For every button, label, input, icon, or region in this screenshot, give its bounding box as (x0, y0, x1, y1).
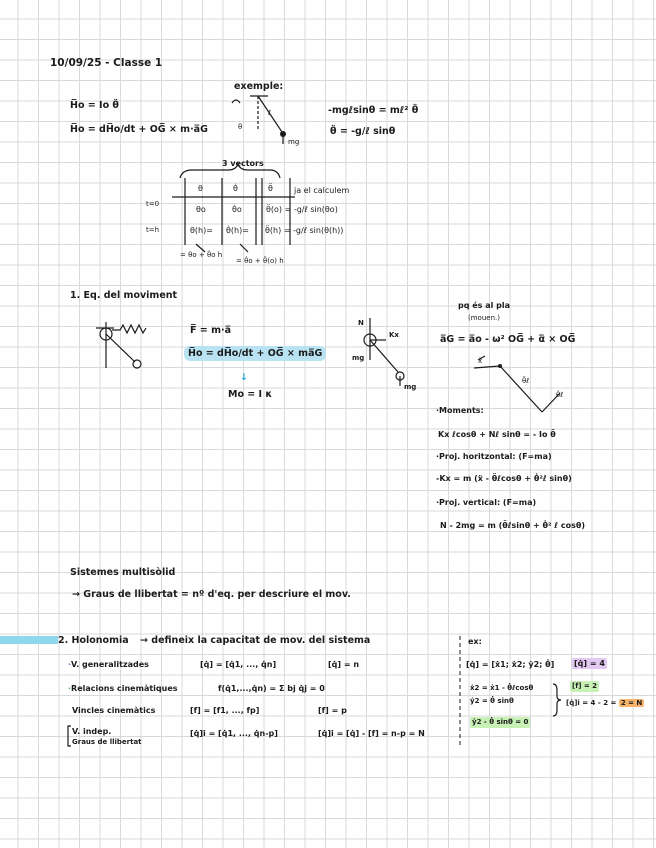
acceleration-eq: a̅G = a̅o - ω² OG̅ + α̅ × OG̅ (440, 334, 576, 345)
ja-calculem-note: ja el calculem (294, 186, 350, 195)
moment-eq: Mo = I κ (228, 389, 273, 400)
row-v-generalitzades-eq: [q̇] = [q̇1, ..., q̇n] (200, 660, 277, 669)
section-2-title: 2. Holonomia (58, 635, 129, 646)
fig-theta-label: θ (238, 123, 243, 131)
ex-dim-1: [q̇] = 4 (574, 659, 605, 668)
example-eq-2: θ̈ = -g/ℓ sinθ (330, 126, 396, 137)
section-2-highlight (0, 636, 58, 644)
row-th-label: t=h (146, 226, 160, 234)
graus-llibertat-def: → Graus de llibertat = nº d'eq. per descriure el mov. (72, 589, 351, 600)
col-theta: θ (198, 184, 203, 193)
page-title: 10/09/25 - Classe 1 (50, 57, 163, 69)
row-vincles-dim: [f] = p (318, 706, 347, 715)
section-1-title: 1. Eq. del moviment (70, 290, 178, 301)
acceleration-sketch (474, 356, 560, 412)
pq-note: pq és al pla (458, 301, 511, 310)
force-kx-label: Kx (389, 331, 399, 339)
vectors-label: 3 vectors (222, 159, 264, 168)
force-mg2-label: mg (404, 383, 417, 391)
ex-eq-2: ẋ2 = ẋ1 - θ̇ℓcosθ (470, 684, 534, 692)
pq-note-2: (mouen.) (468, 314, 500, 322)
fig3-thetaddot-l: θ̈ℓ (522, 377, 530, 385)
multisolid-title: Sistemes multisòlid (70, 567, 176, 578)
row-indep-eq: [q̇]i = [q̇1, ..., q̇n-p] (190, 729, 278, 738)
row-vincles-eq: [f] = [f1, ..., fp] (190, 706, 260, 715)
ex-eq-3: ẏ2 = θ̇ sinθ (470, 697, 514, 705)
ex-brace (553, 684, 561, 716)
ex-dim-2: [q̇]i = 4 - 2 = 2 = N (566, 699, 643, 707)
force-n-label: N (358, 319, 364, 327)
newton-eq: F̅ = m·a̅ (190, 325, 231, 336)
row-v-generalitzades-dim: [q̇] = n (328, 660, 360, 669)
spring-pendulum-sketch (96, 322, 146, 368)
cell-thetadot-h: θ̇(h)= (226, 226, 249, 235)
row-relacions-label: ·Relacions cinemàtiques (68, 684, 178, 693)
row-v-generalitzades-label: ·V. generalitzades (68, 660, 149, 669)
row-indep-label: V. indep. (72, 727, 112, 736)
proj-v-label: ·Proj. vertical: (F=ma) (436, 498, 537, 507)
fig-l-label: ℓ (268, 109, 271, 117)
fig-mg-label: mg (288, 138, 300, 146)
force-mg-label: mg (352, 354, 365, 362)
euler-thetadot: = θ̇o + θ̈(o) h (236, 257, 284, 265)
proj-v-eq: N - 2mg = m (θ̈ℓsinθ + θ̇² ℓ cosθ) (440, 521, 585, 530)
pendulum-sketch (232, 96, 286, 144)
section-2-description: → defineix la capacitat de mov. del sistema (140, 635, 371, 646)
row-indep-dim: [q̇]i = [q̇] - [f] = n-p = N (318, 729, 425, 738)
down-arrow: ↓ (240, 372, 248, 383)
exemple-label: exemple: (234, 81, 284, 92)
cell-theta-h: θ(h)= (190, 226, 213, 235)
example-eq-1: -mgℓsinθ = mℓ² θ̈ (328, 105, 419, 116)
angular-momentum-derivative-eq: H̅o = dH̅o/dt + OG̅ × m·a̅G (70, 124, 208, 135)
cell-theta0: θo (196, 205, 206, 214)
fig3-xddot: ẍ (478, 357, 483, 365)
boxed-momentum-eq: H̅o = dH̅o/dt + OG̅ × ma̅G (184, 346, 326, 361)
row-indep-label2: Graus de llibertat (72, 738, 142, 746)
moments-label: ·Moments: (436, 406, 484, 415)
euler-theta: = θo + θ̇o h (180, 251, 223, 259)
col-theta-ddot: θ̈ (268, 184, 273, 193)
ex-label: ex: (468, 637, 482, 646)
indep-bracket (68, 726, 71, 746)
row-relacions-eq: f(q̇1,...,q̇n) = Σ bj q̇j = 0 (218, 684, 325, 693)
moments-eq: Kx ℓcosθ + Nℓ sinθ = - Io θ̈ (438, 430, 556, 439)
ex-eq-1: [q̇] = [ẋ1; ẋ2; ẏ2; θ̇] (466, 660, 555, 669)
row-vincles-label: Vincles cinemàtics (72, 706, 156, 715)
angular-momentum-eq: H̅o = Io θ̈ (70, 100, 119, 111)
forces-sketch (364, 318, 404, 386)
row-t0-label: t=0 (146, 200, 160, 208)
col-theta-dot: θ̇ (233, 184, 238, 193)
proj-h-eq: -Kx = m (ẍ - θ̈ℓcosθ + θ̇²ℓ sinθ) (436, 474, 572, 483)
fig3-thetadot-l: θ̇ℓ (556, 391, 564, 399)
cell-thetadot0: θ̇o (232, 205, 242, 214)
ex-f-dim: [f] = 2 (572, 682, 598, 690)
cell-thetaddot0: θ̈(o) = -g/ℓ sin(θo) (266, 205, 338, 214)
proj-h-label: ·Proj. horitzontal: (F=ma) (436, 452, 552, 461)
ex-eq-4: ẏ2 - θ̇ sinθ = 0 (472, 718, 529, 726)
cell-thetaddot-h: θ̈(h) = -g/ℓ sin(θ(h)) (265, 226, 344, 235)
